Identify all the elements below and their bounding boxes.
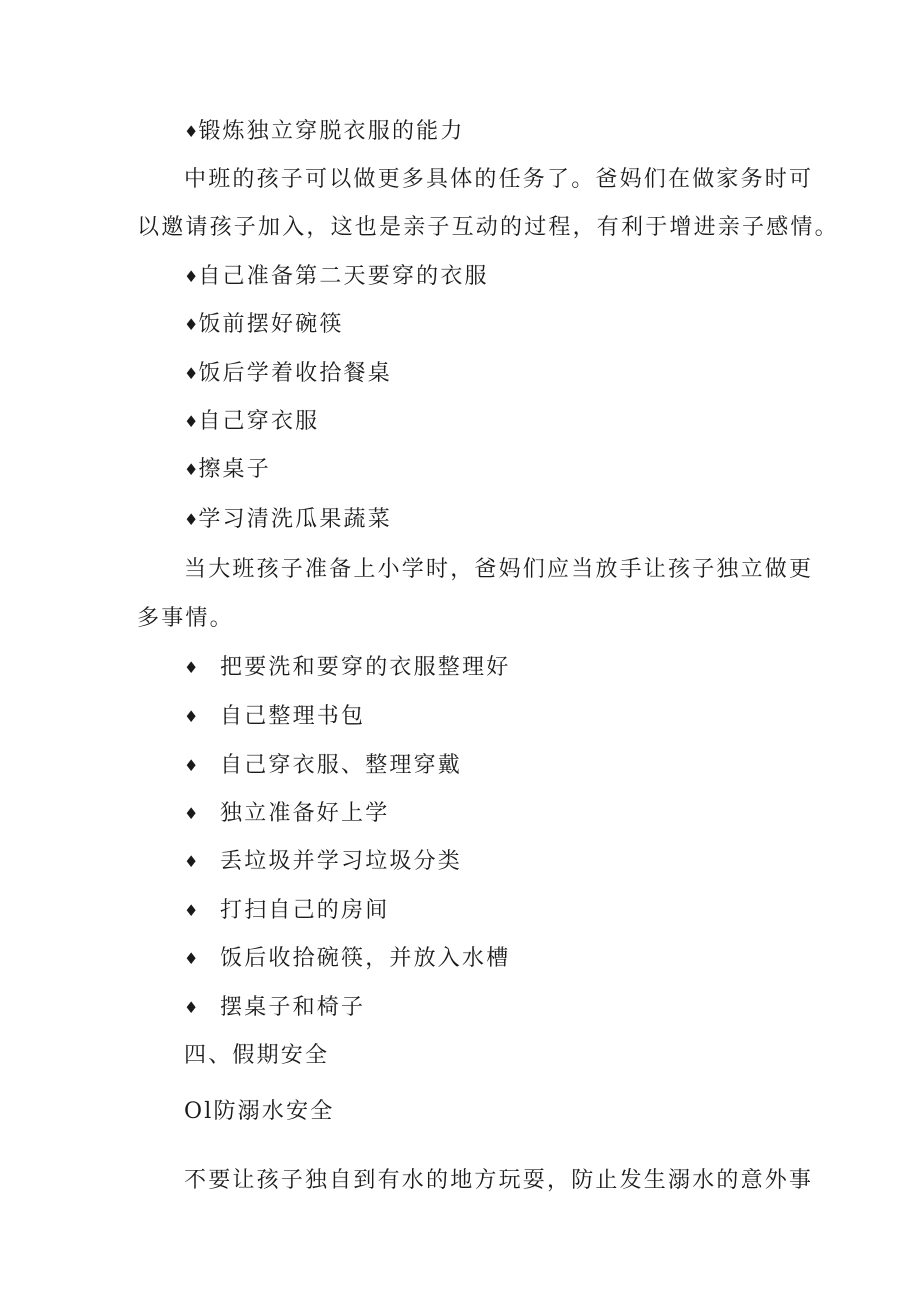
- diamond-bullet-icon: ♦: [184, 412, 199, 431]
- diamond-bullet-icon: ♦: [184, 510, 199, 529]
- list-item: ♦学习清洗瓜果蔬菜: [184, 507, 392, 532]
- diamond-bullet-icon: ♦: [184, 949, 201, 968]
- list-item: ♦ 自己穿衣服、整理穿戴: [184, 751, 462, 781]
- diamond-bullet-icon: ♦: [184, 658, 201, 677]
- paragraph-big-class-line-1: 当大班孩子准备上小学时，爸妈们应当放手让孩子独立做更: [184, 557, 814, 582]
- list-item: ♦自己穿衣服: [184, 409, 320, 434]
- list-item: ♦ 丢垃圾并学习垃圾分类: [184, 847, 462, 877]
- paragraph-middle-class-line-1: 中班的孩子可以做更多具体的任务了。爸妈们在做家务时可: [184, 167, 814, 192]
- list-item: ♦ 自己整理书包: [184, 702, 365, 732]
- list-item: ♦饭后学着收拾餐桌: [184, 361, 392, 386]
- paragraph-middle-class-line-2: 以邀请孩子加入，这也是亲子互动的过程，有利于增进亲子感情。: [137, 215, 839, 240]
- list-item: ♦饭前摆好碗筷: [184, 312, 344, 337]
- list-item: ♦自己准备第二天要穿的衣服: [184, 264, 489, 289]
- diamond-bullet-icon: ♦: [184, 901, 201, 920]
- diamond-bullet-icon: ♦: [184, 852, 201, 871]
- list-item: ♦ 摆桌子和椅子: [184, 993, 365, 1023]
- diamond-bullet-icon: ♦: [184, 122, 199, 141]
- section-heading-holiday-safety: 四、假期安全: [184, 1043, 330, 1068]
- diamond-bullet-icon: ♦: [184, 267, 199, 286]
- paragraph-drowning-line-1: 不要让孩子独自到有水的地方玩耍，防止发生溺水的意外事: [184, 1168, 814, 1193]
- list-item: ♦ 把要洗和要穿的衣服整理好: [184, 653, 510, 683]
- paragraph-big-class-line-2: 多事情。: [137, 606, 234, 631]
- list-item: ♦擦桌子: [184, 457, 271, 482]
- diamond-bullet-icon: ♦: [184, 804, 201, 823]
- diamond-bullet-icon: ♦: [184, 460, 199, 479]
- subheading-drowning-safety: Ol防溺水安全: [184, 1099, 335, 1124]
- list-item: ♦ 独立准备好上学: [184, 799, 389, 829]
- diamond-bullet-icon: ♦: [184, 707, 201, 726]
- list-item: ♦ 饭后收拾碗筷，并放入水槽: [184, 944, 510, 974]
- list-item: ♦ 打扫自己的房间: [184, 896, 389, 926]
- diamond-bullet-icon: ♦: [184, 315, 199, 334]
- diamond-bullet-icon: ♦: [184, 998, 201, 1017]
- section-heading-dressing: ♦锻炼独立穿脱衣服的能力: [184, 119, 465, 144]
- diamond-bullet-icon: ♦: [184, 756, 201, 775]
- diamond-bullet-icon: ♦: [184, 364, 199, 383]
